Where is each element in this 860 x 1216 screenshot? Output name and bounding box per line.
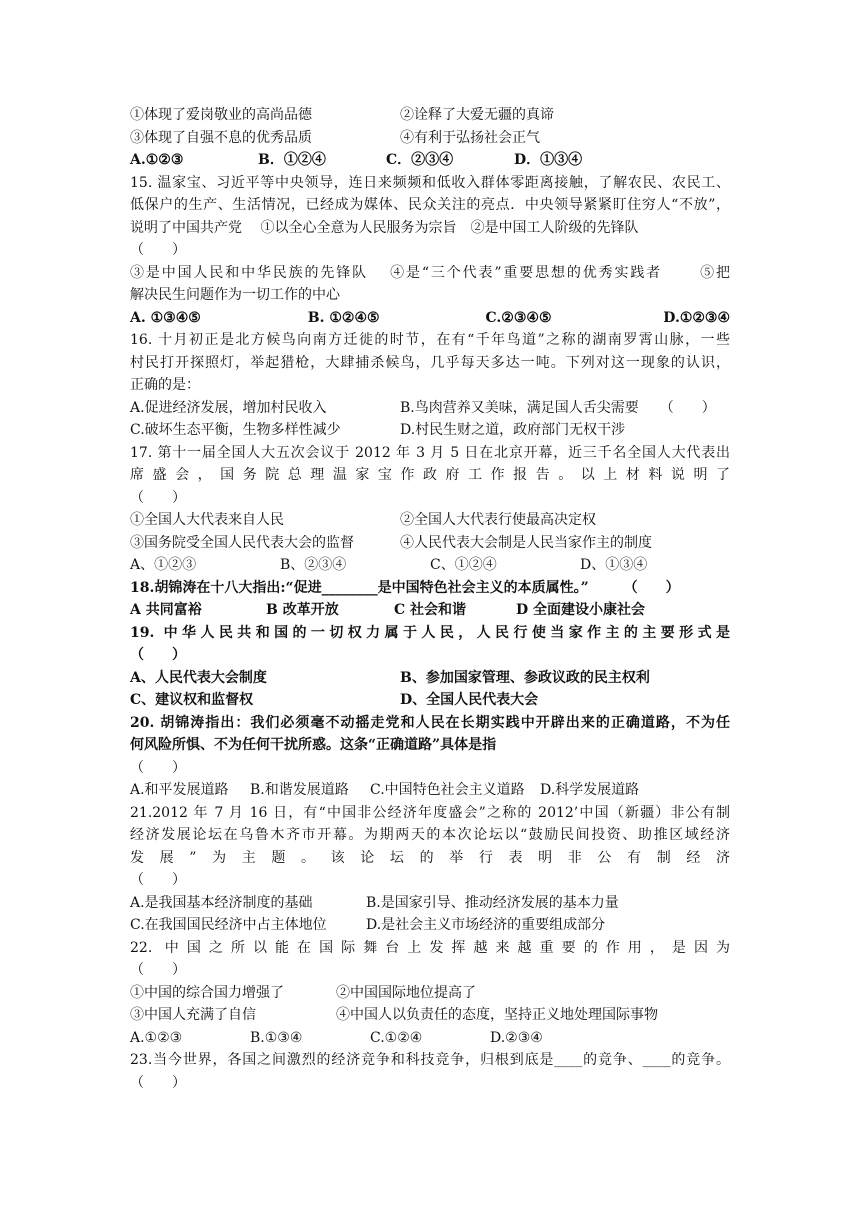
statement: ②中国国际地位提高了	[336, 984, 476, 1001]
statement: ③体现了自强不息的优秀品质	[130, 129, 312, 146]
choice-a: A.①②③	[130, 1029, 183, 1046]
statement: ④中国人以负责任的态度，坚持正义地处理国际事物	[336, 1007, 658, 1023]
option-b: B.是国家引导、推动经济发展的基本力量	[366, 894, 619, 911]
statement: ①中国的综合国力增强了	[130, 984, 284, 1001]
option-c: C、建议权和监督权	[130, 692, 254, 708]
question-text: 经济发展论坛在乌鲁木齐市开幕。为期两天的本次论坛以“鼓励民间投资、助推区域经济	[130, 827, 730, 843]
statement: ①全国人大代表来自人民	[130, 512, 284, 528]
choice-b: B．①②④	[258, 152, 326, 168]
statement: ③中国人充满了自信	[130, 1007, 256, 1023]
question-text: 低保户的生产、生活情况，已经成为媒体、民众关注的亮点．中央领导紧紧盯住穷人“不放”，	[130, 197, 730, 213]
choice-c: C.②③④⑤	[485, 309, 552, 326]
choice-b: B、②③④	[280, 557, 347, 573]
choice-c: C.①②④	[370, 1029, 423, 1046]
option-c: C.在我国国民经济中占主体地位	[130, 917, 327, 933]
question-22: 22. 中国之所以能在国际舞台上发挥越来越重要的作用，是因为	[130, 939, 730, 956]
question-text: 何风险所惧、不为任何干扰所惑。这条“正确道路”具体是指	[130, 737, 497, 753]
question-text: 发展”为主题。该论坛的举行表明非公有制经济	[130, 849, 730, 866]
option-row	[130, 1004, 730, 1027]
question-17: 17. 第十一届全国人大五次会议于 2012 年 3 月 5 日在北京开幕，近三千名全国人大代表出	[130, 444, 730, 461]
answer-bracket: （ ）	[130, 872, 186, 888]
answer-bracket: （ ）	[130, 489, 186, 506]
question-text: 村民打开探照灯，举起猎枪，大肆捕杀候鸟，几乎每天多达一吨。下列对这一现象的认识，	[130, 354, 730, 371]
option-d: D.村民生财之道，政府部门无权干涉	[400, 422, 626, 438]
question-23: 23.当今世界，各国之间激烈的经济竞争和科技竞争，归根到底是____的竞争、____的竞争。	[130, 1052, 730, 1068]
option-row	[130, 397, 730, 420]
question-20: 20. 胡锦涛指出：我们必须毫不动摇走党和人民在长期实践中开辟出来的正确道路，不为任	[130, 714, 730, 731]
choice-c: C、①②④	[430, 557, 497, 573]
answer-bracket: （ ）	[130, 759, 186, 776]
option-row	[130, 914, 730, 937]
question-15: 15. 温家宝、习近平等中央领导，连日来频频和低收入群体零距离接触，了解农民、农民工、	[130, 174, 730, 191]
option-d: D、全国人民代表大会	[400, 692, 539, 708]
question-19: 19. 中华人民共和国的一切权力属于人民，人民行使当家作主的主要形式是	[130, 624, 730, 641]
choice-c: C 社会和谐	[394, 602, 467, 618]
choice-c: C.中国特色社会主义道路	[370, 782, 525, 798]
option-b: B、参加国家管理、参政议政的民主权利	[400, 669, 650, 686]
option-a: A.促进经济发展，增加村民收入	[130, 399, 327, 416]
option-row	[130, 892, 730, 915]
exam-page	[130, 104, 730, 1094]
choice-c: C．②③④	[386, 152, 454, 168]
question-21: 21.2012 年 7 月 16 日，有“中国非公经济年度盛会”之称的 2012’中国（新疆）非公有制	[130, 804, 730, 821]
option-row	[130, 532, 730, 555]
choice-d: D．①③④	[514, 152, 583, 168]
answer-bracket: （ ）	[130, 242, 186, 258]
option-row	[130, 419, 730, 442]
choice-row	[130, 307, 730, 330]
statement: ②诠释了大爱无疆的真谛	[400, 107, 554, 123]
choice-row	[130, 599, 730, 622]
choice-b: B.和谐发展道路	[250, 782, 349, 798]
choice-d: D.②③④	[490, 1029, 543, 1046]
statement: ②全国人大代表行使最高决定权	[400, 512, 596, 528]
option-a: A.是我国基本经济制度的基础	[130, 894, 313, 911]
option-a: A、人民代表大会制度	[130, 669, 267, 686]
choice-d: D、①③④	[580, 557, 648, 573]
choice-row	[130, 554, 730, 577]
answer-bracket: （ ）	[130, 647, 186, 663]
option-row	[130, 104, 730, 127]
choice-a: A.①②③	[130, 152, 184, 168]
option-d: D.是社会主义市场经济的重要组成部分	[366, 917, 606, 933]
option-row	[130, 509, 730, 532]
question-18: 18.胡锦涛在十八大指出:“促进________是中国特色社会主义的本质属性。” （ ）	[130, 579, 680, 596]
choice-d: D.①②③④	[663, 309, 731, 326]
question-text: 解决民生问题作为一切工作的中心	[130, 287, 340, 303]
statement: ③国务院受全国人民代表大会的监督	[130, 534, 354, 551]
option-b: B.鸟肉营养又美味，满足国人舌尖需要 （ ）	[400, 399, 716, 416]
choice-a: A 共同富裕	[130, 602, 202, 618]
statement: ④人民代表大会制是人民当家作主的制度	[400, 534, 652, 551]
question-text: 席盛会，国务院总理温家宝作政府工作报告。以上材料说明了	[130, 467, 730, 483]
answer-bracket: （ ）	[130, 1074, 186, 1091]
choice-row	[130, 149, 730, 172]
choice-a: A. ①③④⑤	[130, 309, 201, 326]
choice-b: B.①③④	[250, 1029, 303, 1046]
answer-bracket: （ ）	[130, 962, 186, 978]
option-row	[130, 982, 730, 1005]
choice-b: B 改革开放	[266, 602, 339, 618]
statement: ④有利于弘扬社会正气	[400, 129, 540, 146]
choice-row	[130, 1027, 730, 1050]
choice-d: D 全面建设小康社会	[516, 602, 646, 618]
choice-row	[130, 779, 730, 802]
choice-a: A、①②③	[130, 557, 197, 573]
question-text: 说明了中国共产党 ①以全心全意为人民服务为宗旨 ②是中国工人阶级的先锋队	[130, 219, 639, 236]
choice-a: A.和平发展道路	[130, 782, 229, 798]
question-text: ③是中国人民和中华民族的先锋队 ④是“三个代表”重要思想的优秀实践者 ⑤把	[130, 264, 730, 281]
option-c: C.破坏生态平衡，生物多样性减少	[130, 422, 341, 438]
choice-d: D.科学发展道路	[540, 782, 640, 798]
option-row	[130, 689, 730, 712]
statement: ①体现了爱岗敬业的高尚品德	[130, 107, 312, 123]
choice-b: B. ①②④⑤	[307, 309, 380, 326]
option-row	[130, 127, 730, 150]
question-16: 16. 十月初正是北方候鸟向南方迁徙的时节，在有“千年鸟道”之称的湖南罗霄山脉，一些	[130, 332, 730, 348]
question-text: 正确的是：	[130, 377, 200, 393]
option-row	[130, 667, 730, 690]
